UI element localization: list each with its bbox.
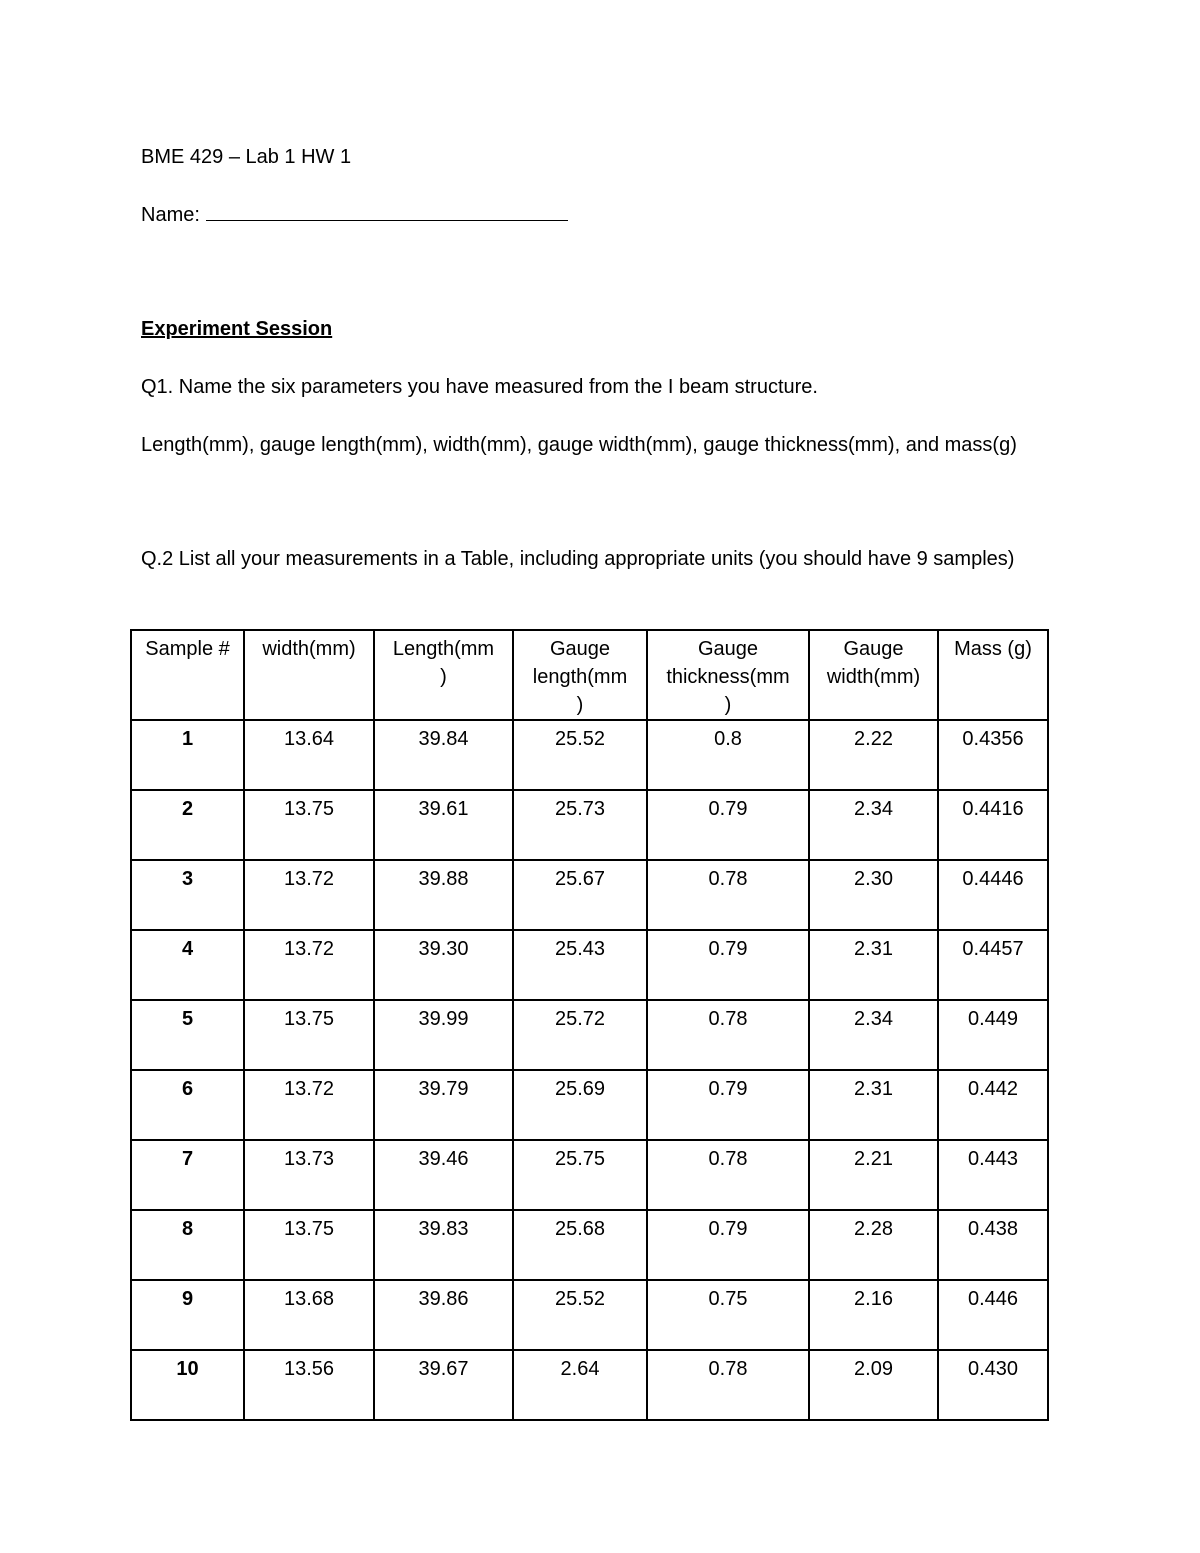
table-cell: 0.438 [938,1210,1048,1280]
table-cell: 39.84 [374,720,513,790]
table-cell: 2.22 [809,720,938,790]
table-row [131,790,1048,860]
table-cell: 39.88 [374,860,513,930]
sample-number-cell: 8 [131,1210,244,1280]
table-cell: 0.442 [938,1070,1048,1140]
table-row [131,1210,1048,1280]
table-cell: 2.16 [809,1280,938,1350]
table-cell: 39.46 [374,1140,513,1210]
table-cell: 25.72 [513,1000,647,1070]
answer-1: Length(mm), gauge length(mm), width(mm), gauge width(mm), gauge thickness(mm), and mass(g) [141,434,1017,456]
table-cell: 0.78 [647,1350,809,1420]
table-header-cell: Gauge width(mm) [809,630,938,720]
table-cell: 13.75 [244,1210,374,1280]
measurements-table [130,629,1049,1421]
table-cell: 0.78 [647,1000,809,1070]
table-cell: 2.34 [809,790,938,860]
table-cell: 2.31 [809,930,938,1000]
table-cell: 13.64 [244,720,374,790]
table-cell: 2.21 [809,1140,938,1210]
sample-number-cell: 5 [131,1000,244,1070]
name-label: Name: [141,204,200,226]
table-cell: 13.73 [244,1140,374,1210]
table-cell: 13.56 [244,1350,374,1420]
table-cell: 39.30 [374,930,513,1000]
table-cell: 0.79 [647,790,809,860]
table-cell: 39.83 [374,1210,513,1280]
table-cell: 0.4416 [938,790,1048,860]
table-cell: 0.78 [647,860,809,930]
table-body [131,720,1048,1420]
table-header-cell: Gauge length(mm ) [513,630,647,720]
table-cell: 0.79 [647,1070,809,1140]
section-heading: Experiment Session [141,318,333,340]
question-1: Q1. Name the six parameters you have measured from the I beam structure. [141,376,818,398]
table-cell: 0.449 [938,1000,1048,1070]
table-row [131,1000,1048,1070]
table-row [131,1350,1048,1420]
sample-number-cell: 10 [131,1350,244,1420]
table-cell: 25.75 [513,1140,647,1210]
sample-number-cell: 6 [131,1070,244,1140]
table-cell: 25.68 [513,1210,647,1280]
table-cell: 13.75 [244,790,374,860]
table-cell: 2.34 [809,1000,938,1070]
table-row [131,860,1048,930]
table-cell: 2.09 [809,1350,938,1420]
table-cell: 0.75 [647,1280,809,1350]
name-blank-line [206,200,568,221]
table-row [131,720,1048,790]
table-cell: 0.443 [938,1140,1048,1210]
table-cell: 25.69 [513,1070,647,1140]
table-row [131,930,1048,1000]
table-cell: 0.79 [647,930,809,1000]
sample-number-cell: 2 [131,790,244,860]
table-cell: 0.4356 [938,720,1048,790]
table-cell: 2.28 [809,1210,938,1280]
table-cell: 25.43 [513,930,647,1000]
sample-number-cell: 7 [131,1140,244,1210]
table-header-cell: width(mm) [244,630,374,720]
table-cell: 0.78 [647,1140,809,1210]
table-cell: 39.86 [374,1280,513,1350]
table-cell: 25.67 [513,860,647,930]
table-cell: 25.52 [513,720,647,790]
table-row [131,1280,1048,1350]
table-row [131,1140,1048,1210]
sample-number-cell: 1 [131,720,244,790]
table-row [131,1070,1048,1140]
table-header-cell: Sample # [131,630,244,720]
table-cell: 25.52 [513,1280,647,1350]
table-cell: 39.79 [374,1070,513,1140]
table-cell: 39.67 [374,1350,513,1420]
table-cell: 13.68 [244,1280,374,1350]
table-cell: 25.73 [513,790,647,860]
table-cell: 39.99 [374,1000,513,1070]
table-header-cell: Gauge thickness(mm ) [647,630,809,720]
sample-number-cell: 3 [131,860,244,930]
table-cell: 0.446 [938,1280,1048,1350]
table-header-cell: Mass (g) [938,630,1048,720]
table-cell: 2.30 [809,860,938,930]
question-2: Q.2 List all your measurements in a Table, including appropriate units (you should have 9 samples) [141,548,1015,570]
table-cell: 13.72 [244,930,374,1000]
table-cell: 0.4457 [938,930,1048,1000]
table-cell: 13.72 [244,1070,374,1140]
sample-number-cell: 9 [131,1280,244,1350]
table-cell: 39.61 [374,790,513,860]
table-header-row [131,630,1048,720]
table-cell: 2.64 [513,1350,647,1420]
document-title: BME 429 – Lab 1 HW 1 [141,146,352,168]
table-cell: 2.31 [809,1070,938,1140]
table-cell: 13.75 [244,1000,374,1070]
table-cell: 0.8 [647,720,809,790]
table-cell: 13.72 [244,860,374,930]
name-row [141,200,568,229]
table-cell: 0.430 [938,1350,1048,1420]
table-cell: 0.79 [647,1210,809,1280]
table-header-cell: Length(mm ) [374,630,513,720]
table-cell: 0.4446 [938,860,1048,930]
sample-number-cell: 4 [131,930,244,1000]
